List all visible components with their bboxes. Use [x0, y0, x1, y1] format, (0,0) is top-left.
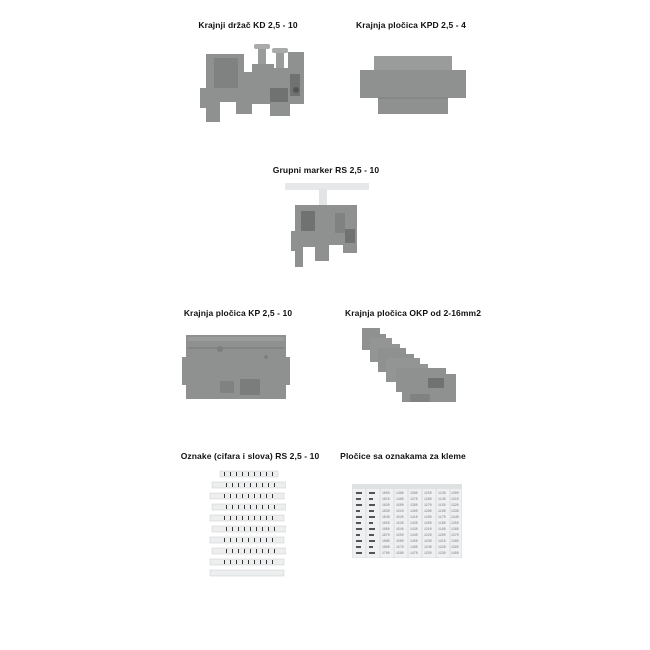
svg-text:1550: 1550	[396, 533, 404, 537]
svg-text:1430: 1430	[410, 527, 418, 531]
svg-text:1670: 1670	[382, 533, 390, 537]
svg-text:1600: 1600	[382, 491, 390, 495]
svg-text:1610: 1610	[382, 497, 390, 501]
svg-text:1570: 1570	[396, 545, 404, 549]
svg-text:1320: 1320	[451, 503, 459, 507]
svg-text:1220: 1220	[438, 545, 446, 549]
svg-text:1460: 1460	[410, 545, 418, 549]
svg-text:1210: 1210	[424, 527, 432, 531]
svg-text:1340: 1340	[451, 515, 459, 519]
svg-text:1660: 1660	[382, 527, 390, 531]
svg-text:1260: 1260	[424, 497, 432, 501]
svg-text:1690: 1690	[382, 545, 390, 549]
svg-text:1680: 1680	[382, 539, 390, 543]
svg-text:1230: 1230	[438, 551, 446, 555]
svg-text:1580: 1580	[396, 551, 404, 555]
svg-text:1410: 1410	[410, 515, 418, 519]
svg-text:1500: 1500	[396, 503, 404, 507]
caption-kd: Krajnji držač KD 2,5 - 10	[198, 20, 298, 30]
svg-text:1190: 1190	[438, 527, 446, 531]
svg-text:1650: 1650	[382, 521, 390, 525]
svg-text:1490: 1490	[396, 491, 404, 495]
svg-text:1290: 1290	[424, 515, 432, 519]
caption-plocice: Pločice sa oznakama za kleme	[340, 451, 466, 461]
svg-text:1200: 1200	[438, 533, 446, 537]
svg-text:1630: 1630	[382, 509, 390, 513]
group-marker-rs-image	[283, 183, 369, 267]
svg-text:1330: 1330	[451, 509, 459, 513]
caption-oznake: Oznake (cifara i slova) RS 2,5 - 10	[180, 451, 320, 461]
svg-text:1640: 1640	[382, 515, 390, 519]
svg-text:1370: 1370	[451, 533, 459, 537]
svg-text:1360: 1360	[451, 527, 459, 531]
svg-text:1230: 1230	[424, 539, 432, 543]
svg-text:1480: 1480	[396, 497, 404, 501]
svg-text:1130: 1130	[438, 491, 446, 495]
svg-text:1220: 1220	[424, 533, 432, 537]
svg-text:1380: 1380	[410, 491, 418, 495]
svg-text:1240: 1240	[424, 545, 432, 549]
svg-text:1140: 1140	[438, 497, 446, 501]
svg-text:1380: 1380	[451, 539, 459, 543]
svg-text:1300: 1300	[451, 491, 459, 495]
svg-text:1160: 1160	[438, 509, 446, 513]
end-plate-okp-image	[356, 324, 466, 406]
svg-text:1540: 1540	[396, 527, 404, 531]
svg-text:1150: 1150	[438, 503, 446, 507]
caption-kpd: Krajnja pločica KPD 2,5 - 4	[356, 20, 466, 30]
terminal-marking-sheet-image	[352, 484, 462, 558]
svg-text:1560: 1560	[396, 539, 404, 543]
svg-text:1390: 1390	[451, 545, 459, 549]
svg-text:1520: 1520	[396, 515, 404, 519]
svg-text:1370: 1370	[410, 497, 418, 501]
svg-text:1250: 1250	[424, 491, 432, 495]
end-clamp-kd-image	[192, 44, 317, 122]
svg-text:1400: 1400	[410, 509, 418, 513]
svg-text:1310: 1310	[451, 497, 459, 501]
svg-text:1700: 1700	[382, 551, 390, 555]
svg-text:1470: 1470	[410, 551, 418, 555]
svg-text:1510: 1510	[396, 509, 404, 513]
caption-rs: Grupni marker RS 2,5 - 10	[272, 165, 380, 175]
svg-text:1350: 1350	[451, 521, 459, 525]
end-plate-kpd-image	[358, 48, 468, 118]
caption-kp: Krajnja pločica KP 2,5 - 10	[183, 308, 293, 318]
svg-text:1170: 1170	[438, 515, 446, 519]
svg-text:1270: 1270	[424, 503, 432, 507]
svg-text:1440: 1440	[410, 533, 418, 537]
svg-text:1390: 1390	[410, 503, 418, 507]
caption-okp: Krajnja pločica OKP od 2-16mm2	[344, 308, 482, 318]
svg-text:1280: 1280	[424, 509, 432, 513]
svg-text:1620: 1620	[382, 503, 390, 507]
svg-text:1210: 1210	[438, 539, 446, 543]
svg-text:1450: 1450	[410, 539, 418, 543]
svg-text:1400: 1400	[451, 551, 459, 555]
svg-text:1180: 1180	[438, 521, 446, 525]
end-plate-kp-image	[180, 327, 292, 403]
svg-text:1250: 1250	[424, 551, 432, 555]
svg-text:1200: 1200	[424, 521, 432, 525]
marker-strips-image	[208, 468, 286, 578]
svg-text:1530: 1530	[396, 521, 404, 525]
svg-text:1420: 1420	[410, 521, 418, 525]
